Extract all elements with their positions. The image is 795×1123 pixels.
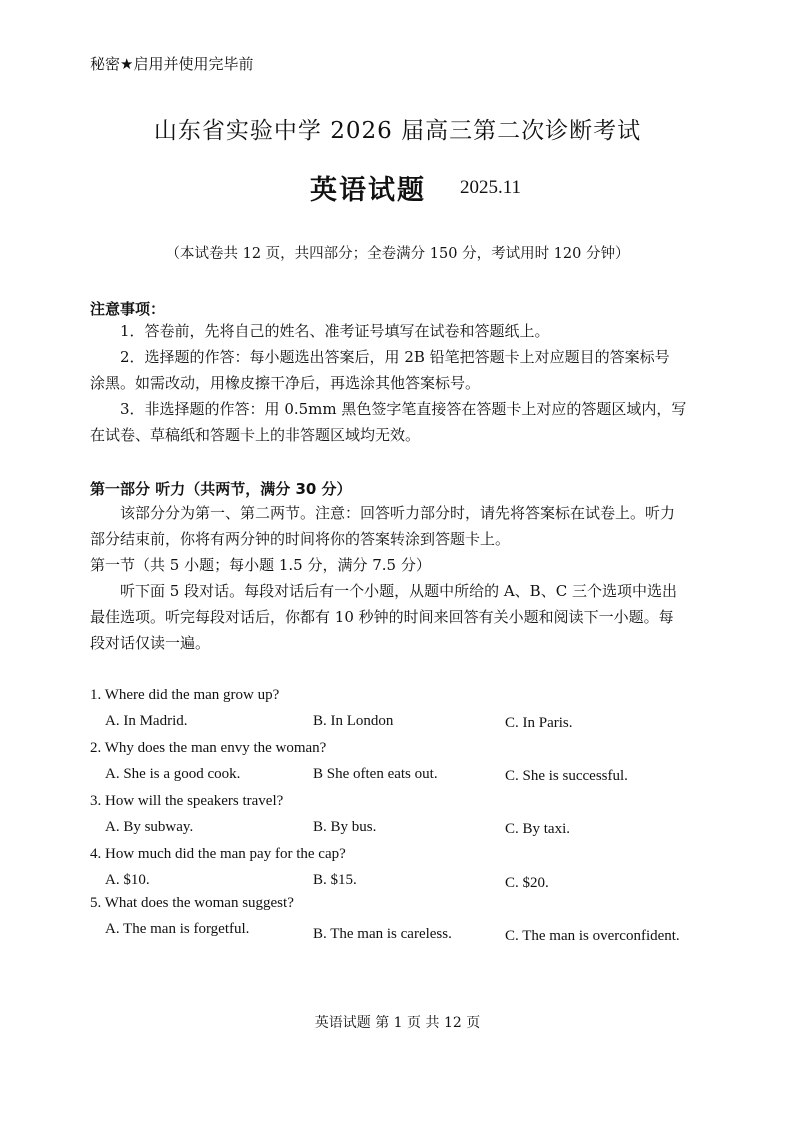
question-stem: 3. How will the speakers travel?	[90, 793, 284, 809]
option-b: B. $15.	[313, 872, 357, 888]
option-a: A. She is a good cook.	[105, 766, 241, 782]
notice-item: 3．非选择题的作答：用 0.5mm 黑色签字笔直接答在答题卡上对应的答题区域内，写	[120, 400, 687, 418]
notice-item: 1．答卷前，先将自己的姓名、准考证号填写在试卷和答题纸上。	[120, 322, 550, 340]
notice-heading: 注意事项：	[90, 300, 166, 318]
page-footer: 英语试题 第 1 页 共 12 页	[314, 1015, 481, 1031]
notice-item: 2．选择题的作答：每小题选出答案后，用 2B 铅笔把答题卡上对应题目的答案标号	[120, 348, 670, 366]
section1-heading: 第一节（共 5 小题；每小题 1.5 分，满分 7.5 分）	[90, 556, 431, 574]
option-a: A. In Madrid.	[105, 713, 188, 729]
option-b: B. The man is careless.	[313, 926, 452, 942]
option-b: B. In London	[313, 713, 394, 729]
part1-intro-line: 该部分分为第一、第二两节。注意：回答听力部分时，请先将答案标在试卷上。听力	[120, 504, 676, 522]
question-stem: 1. Where did the man grow up?	[90, 687, 280, 703]
notice-item-continued: 涂黑。如需改动，用橡皮擦干净后，再选涂其他答案标号。	[90, 374, 481, 392]
option-c: C. She is successful.	[505, 768, 628, 784]
question-stem: 5. What does the woman suggest?	[90, 895, 294, 911]
exam-date: 2025.11	[460, 177, 522, 198]
option-a: A. $10.	[105, 872, 150, 888]
part1-heading: 第一部分 听力（共两节，满分 30 分）	[90, 480, 352, 498]
question-stem: 2. Why does the man envy the woman?	[90, 740, 327, 756]
exam-info: （本试卷共 12 页，共四部分；全卷满分 150 分，考试用时 120 分钟）	[165, 246, 630, 262]
question-stem: 4. How much did the man pay for the cap?	[90, 846, 346, 862]
part1-intro-line: 部分结束前，你将有两分钟的时间将你的答案转涂到答题卡上。	[90, 530, 511, 548]
directions-line: 听下面 5 段对话。每段对话后有一个小题，从题中所给的 A、B、C 三个选项中选出	[120, 582, 677, 600]
option-c: C. In Paris.	[505, 715, 573, 731]
option-c: C. The man is overconfident.	[505, 928, 680, 944]
option-a: A. By subway.	[105, 819, 194, 835]
directions-line: 最佳选项。听完每段对话后，你都有 10 秒钟的时间来回答有关小题和阅读下一小题。每	[90, 608, 674, 626]
option-c: C. By taxi.	[505, 821, 571, 837]
confidential-label: 秘密★启用并使用完毕前	[90, 55, 254, 73]
option-a: A. The man is forgetful.	[105, 921, 250, 937]
option-b: B She often eats out.	[313, 766, 438, 782]
exam-title: 山东省实验中学 2026 届高三第二次诊断考试	[153, 118, 642, 144]
notice-item-continued: 在试卷、草稿纸和答题卡上的非答题区域均无效。	[90, 426, 421, 444]
option-b: B. By bus.	[313, 819, 377, 835]
subject-title: 英语试题	[310, 175, 426, 206]
option-c: C. $20.	[505, 875, 549, 891]
directions-line: 段对话仅读一遍。	[90, 634, 211, 652]
